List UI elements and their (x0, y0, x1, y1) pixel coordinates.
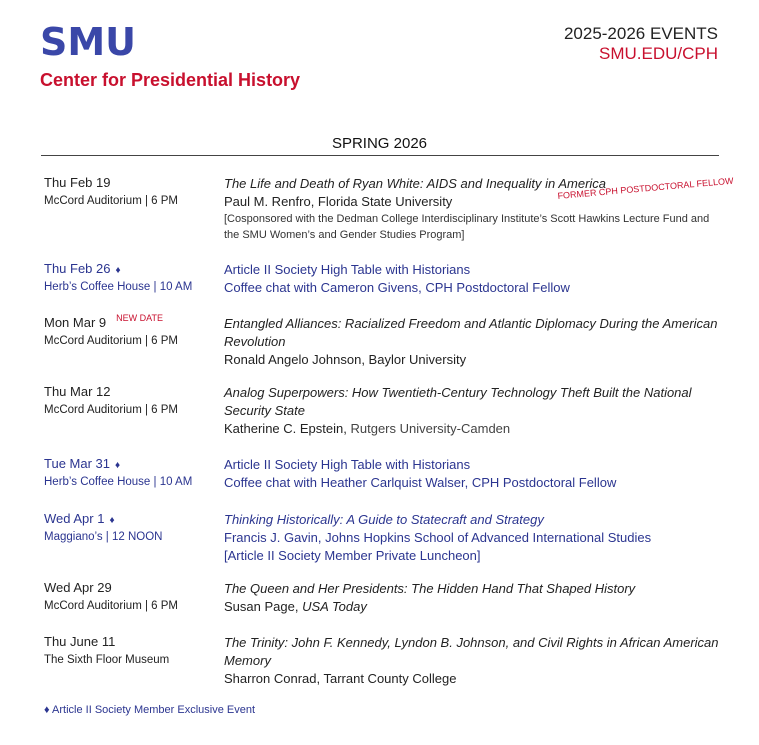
event-speaker: Sharron Conrad, Tarrant County College (224, 671, 457, 686)
event-description (224, 261, 719, 297)
website-link[interactable]: SMU.EDU/CPH (598, 44, 718, 63)
event-speaker: Paul M. Renfro, Florida State University (224, 194, 453, 209)
event-title: The Trinity: John F. Kennedy, Lyndon B. Johnson, and Civil Rights in African American Memory (224, 635, 719, 668)
event-venue: The Sixth Floor Museum (44, 654, 170, 666)
diamond-icon: ♦ (115, 460, 121, 471)
event-speaker: Katherine C. Epstein, Rutgers University-Camden (224, 421, 511, 436)
event-title: The Queen and Her Presidents: The Hidden Hand That Shaped History (224, 581, 636, 596)
event-title: Article II Society High Table with Historians (224, 457, 471, 472)
event-description (224, 315, 719, 369)
smu-logo: SMU (40, 20, 137, 64)
event-description (224, 580, 719, 616)
event-venue: McCord Auditorium | 6 PM (44, 404, 179, 416)
event-title: Article II Society High Table with Historians (224, 262, 471, 277)
event-date: Wed Apr 29 (44, 580, 112, 595)
event-description (224, 634, 719, 688)
event-venue: Herb’s Coffee House | 10 AM (44, 476, 193, 488)
event-affiliation: USA Today (302, 599, 367, 614)
event-note: [Article II Society Member Private Luncheon] (224, 548, 481, 563)
event-title: Entangled Alliances: Racialized Freedom and Atlantic Diplomacy During the American Revolution (224, 316, 718, 349)
event-venue: McCord Auditorium | 6 PM (44, 600, 179, 612)
event-note: [Cosponsored with the Dedman College Interdisciplinary Institute’s Scott Hawkins Lecture Fund and the SMU Women’s and Gender Studies Program] (224, 213, 710, 241)
event-date: Tue Mar 31 ♦ (44, 456, 121, 471)
event-date: Wed Apr 1 ♦ (44, 511, 115, 526)
season-heading: SPRING 2026 (331, 135, 428, 152)
event-speaker: Francis J. Gavin, Johns Hopkins School of Advanced International Studies (224, 530, 652, 545)
event-speaker: Susan Page, USA Today (224, 599, 367, 614)
event-affiliation: Rutgers University-Camden (350, 421, 511, 436)
new-date-tag: NEW DATE (116, 313, 163, 323)
event-title: Analog Superpowers: How Twentieth-Century Technology Theft Built the National Security State (224, 385, 692, 418)
event-venue: McCord Auditorium | 6 PM (44, 195, 179, 207)
event-title: Thinking Historically: A Guide to Statecraft and Strategy (224, 512, 544, 527)
event-speaker: Coffee chat with Heather Carlquist Walser, CPH Postdoctoral Fellow (224, 475, 617, 490)
footer-legend: ♦ Article II Society Member Exclusive Event (44, 704, 256, 716)
event-date: Thu Feb 19 (44, 175, 111, 190)
former-fellow-tag: FORMER CPH POSTDOCTORAL FELLOW (557, 175, 734, 201)
event-date: Mon Mar 9 $^{NEW DATE}$ (44, 313, 163, 330)
event-date: Thu June 11 (44, 634, 116, 649)
diamond-icon: ♦ (109, 515, 115, 526)
event-description (224, 511, 719, 565)
event-venue: Herb’s Coffee House | 10 AM (44, 281, 193, 293)
center-name: Center for Presidential History (40, 70, 301, 90)
event-venue: Maggiano’s | 12 NOON (44, 531, 163, 543)
event-date: Thu Mar 12 (44, 384, 111, 399)
event-title: The Life and Death of Ryan White: AIDS and Inequality in America (224, 176, 607, 191)
event-speaker: Ronald Angelo Johnson, Baylor University (224, 352, 467, 367)
diamond-icon: ♦ (115, 265, 121, 276)
event-description (224, 384, 719, 438)
divider (41, 155, 719, 156)
events-year: 2025-2026 EVENTS (563, 24, 718, 43)
event-venue: McCord Auditorium | 6 PM (44, 335, 179, 347)
event-speaker: Coffee chat with Cameron Givens, CPH Postdoctoral Fellow (224, 280, 570, 295)
event-description (224, 456, 719, 492)
event-date: Thu Feb 26 ♦ (44, 261, 121, 276)
